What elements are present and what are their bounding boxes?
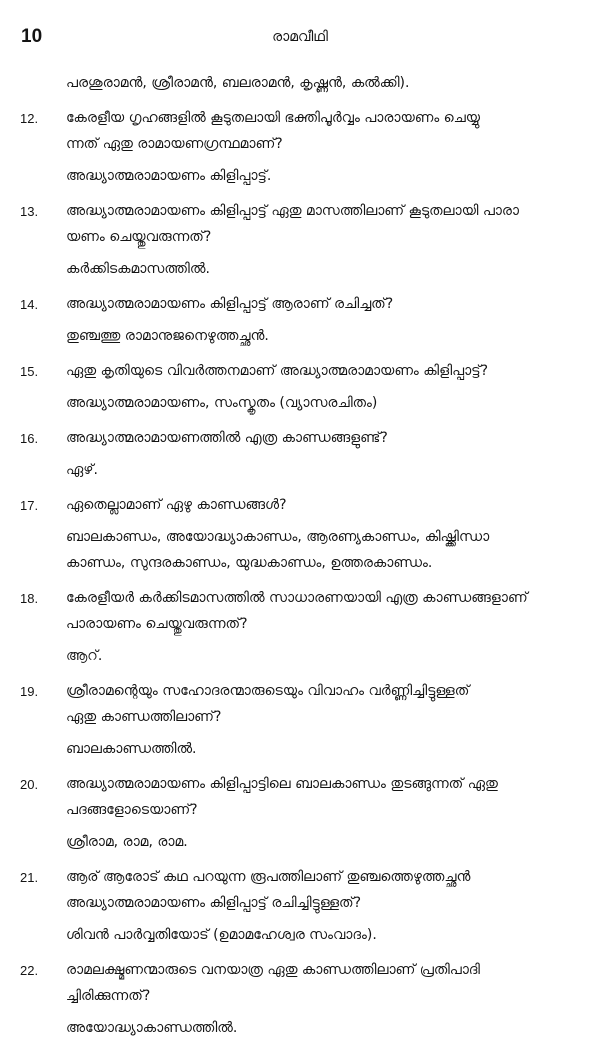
question-line: പാരായണം ചെയ്തുവരുന്നത്? bbox=[66, 616, 248, 632]
page-header bbox=[0, 26, 600, 50]
question-number: 19. bbox=[20, 684, 39, 699]
answer-line: ബാലകാണ്ഡം, അയോദ്ധ്യാകാണ്ഡം, ആരണ്യകാണ്ഡം, കിഷ്ക്കിന്ധാ bbox=[66, 529, 490, 545]
question-line: ന്നത് ഏതു രാമായണഗ്രന്ഥമാണ്? bbox=[66, 136, 283, 152]
question-number: 13. bbox=[20, 204, 39, 219]
answer-line: കർക്കിടകമാസത്തിൽ. bbox=[66, 261, 210, 277]
question-number: 22. bbox=[20, 963, 39, 978]
question-line: അദ്ധ്യാത്മരാമായണം കിളിപ്പാട്ട് ആരാണ് രചിച്ചത്? bbox=[66, 296, 394, 312]
answer-line: ഏഴ്. bbox=[66, 462, 98, 478]
answer-line: അദ്ധ്യാത്മരാമായണം കിളിപ്പാട്ട്. bbox=[66, 168, 272, 184]
qa-item bbox=[0, 678, 600, 762]
answer-line: ആറ്. bbox=[66, 648, 103, 664]
question-line: കേരളീയ ഗൃഹങ്ങളിൽ കൂടുതലായി ഭക്തിപൂർവ്വം പാരായണം ചെയ്യു bbox=[66, 110, 480, 126]
question-line: യണം ചെയ്തുവരുന്നത്? bbox=[66, 229, 212, 245]
qa-item bbox=[0, 358, 600, 416]
question-number: 21. bbox=[20, 870, 39, 885]
question-number: 17. bbox=[20, 498, 39, 513]
question-line: അദ്ധ്യാത്മരാമായണം കിളിപ്പാട്ടിലെ ബാലകാണ്ഡം തുടങ്ങുന്നത് ഏതു bbox=[66, 776, 498, 792]
question-number: 14. bbox=[20, 297, 39, 312]
qa-item bbox=[0, 425, 600, 483]
question-line: ഏതു കാണ്ഡത്തിലാണ്? bbox=[66, 709, 222, 725]
answer-line: കാണ്ഡം, സുന്ദരകാണ്ഡം, യുദ്ധകാണ്ഡം, ഉത്തരകാണ്ഡം. bbox=[66, 555, 433, 571]
qa-item bbox=[0, 198, 600, 282]
qa-item bbox=[0, 585, 600, 669]
question-number: 20. bbox=[20, 777, 39, 792]
question-line: അദ്ധ്യാത്മരാമായണം കിളിപ്പാട്ട് ഏതു മാസത്തിലാണ് കൂടുതലായി പാരാ bbox=[66, 203, 519, 219]
qa-item bbox=[0, 957, 600, 1041]
question-line: അദ്ധ്യാത്മരാമായണം കിളിപ്പാട്ട് രചിച്ചിട്ടുള്ളത്? bbox=[66, 895, 362, 911]
qa-list bbox=[0, 70, 600, 1050]
qa-item bbox=[0, 492, 600, 576]
qa-item bbox=[0, 771, 600, 855]
question-number: 16. bbox=[20, 431, 39, 446]
question-line: ശ്രീരാമന്റെയും സഹോദരന്മാരുടെയും വിവാഹം വർണ്ണിച്ചിട്ടുള്ളത് bbox=[66, 683, 470, 699]
question-line: രാമലക്ഷ്മണന്മാരുടെ വനയാത്ര ഏതു കാണ്ഡത്തിലാണ് പ്രതിപാദി bbox=[66, 962, 480, 978]
answer-line: തുഞ്ചത്തു രാമാനുജനെഴുത്തച്ഛൻ. bbox=[66, 328, 269, 344]
question-number: 15. bbox=[20, 364, 39, 379]
question-line: ച്ചിരിക്കുന്നത്? bbox=[66, 988, 151, 1004]
question-line: കേരളീയർ കർക്കിടമാസത്തിൽ സാധാരണയായി എത്ര കാണ്ഡങ്ങളാണ് bbox=[66, 590, 528, 606]
question-line: ആര് ആരോട് കഥ പറയുന്ന രൂപത്തിലാണ് തുഞ്ചത്തെഴുത്തച്ഛൻ bbox=[66, 869, 471, 885]
question-line: ഏതെല്ലാമാണ് ഏഴു കാണ്ഡങ്ങൾ? bbox=[66, 497, 287, 513]
answer-line: ബാലകാണ്ഡത്തിൽ. bbox=[66, 741, 197, 757]
running-title: രാമവീഥി bbox=[272, 29, 328, 45]
qa-item bbox=[0, 291, 600, 349]
question-number: 18. bbox=[20, 591, 39, 606]
qa-item bbox=[0, 105, 600, 189]
question-line: അദ്ധ്യാത്മരാമായണത്തിൽ എത്ര കാണ്ഡങ്ങളുണ്ട്? bbox=[66, 430, 388, 446]
answer-line: ശ്രീരാമ, രാമ, രാമ. bbox=[66, 834, 188, 850]
answer-line: ശിവൻ പാർവ്വതിയോട് (ഉമാമഹേശ്വര സംവാദം). bbox=[66, 927, 377, 943]
intro-line: പരശുരാമൻ, ശ്രീരാമൻ, ബലരാമൻ, കൃഷ്ണൻ, കൽക്കി). bbox=[66, 75, 410, 91]
question-line: ഏതു കൃതിയുടെ വിവർത്തനമാണ് അദ്ധ്യാത്മരാമായണം കിളിപ്പാട്ട്? bbox=[66, 363, 489, 379]
page-number: 10 bbox=[21, 26, 43, 47]
answer-line: അയോദ്ധ്യാകാണ്ഡത്തിൽ. bbox=[66, 1020, 238, 1036]
question-line: പദങ്ങളോടെയാണ്? bbox=[66, 802, 198, 818]
answer-line: അദ്ധ്യാത്മരാമായണം, സംസ്കൃതം (വ്യാസരചിതം) bbox=[66, 395, 378, 411]
question-number: 12. bbox=[20, 111, 39, 126]
qa-item bbox=[0, 864, 600, 948]
